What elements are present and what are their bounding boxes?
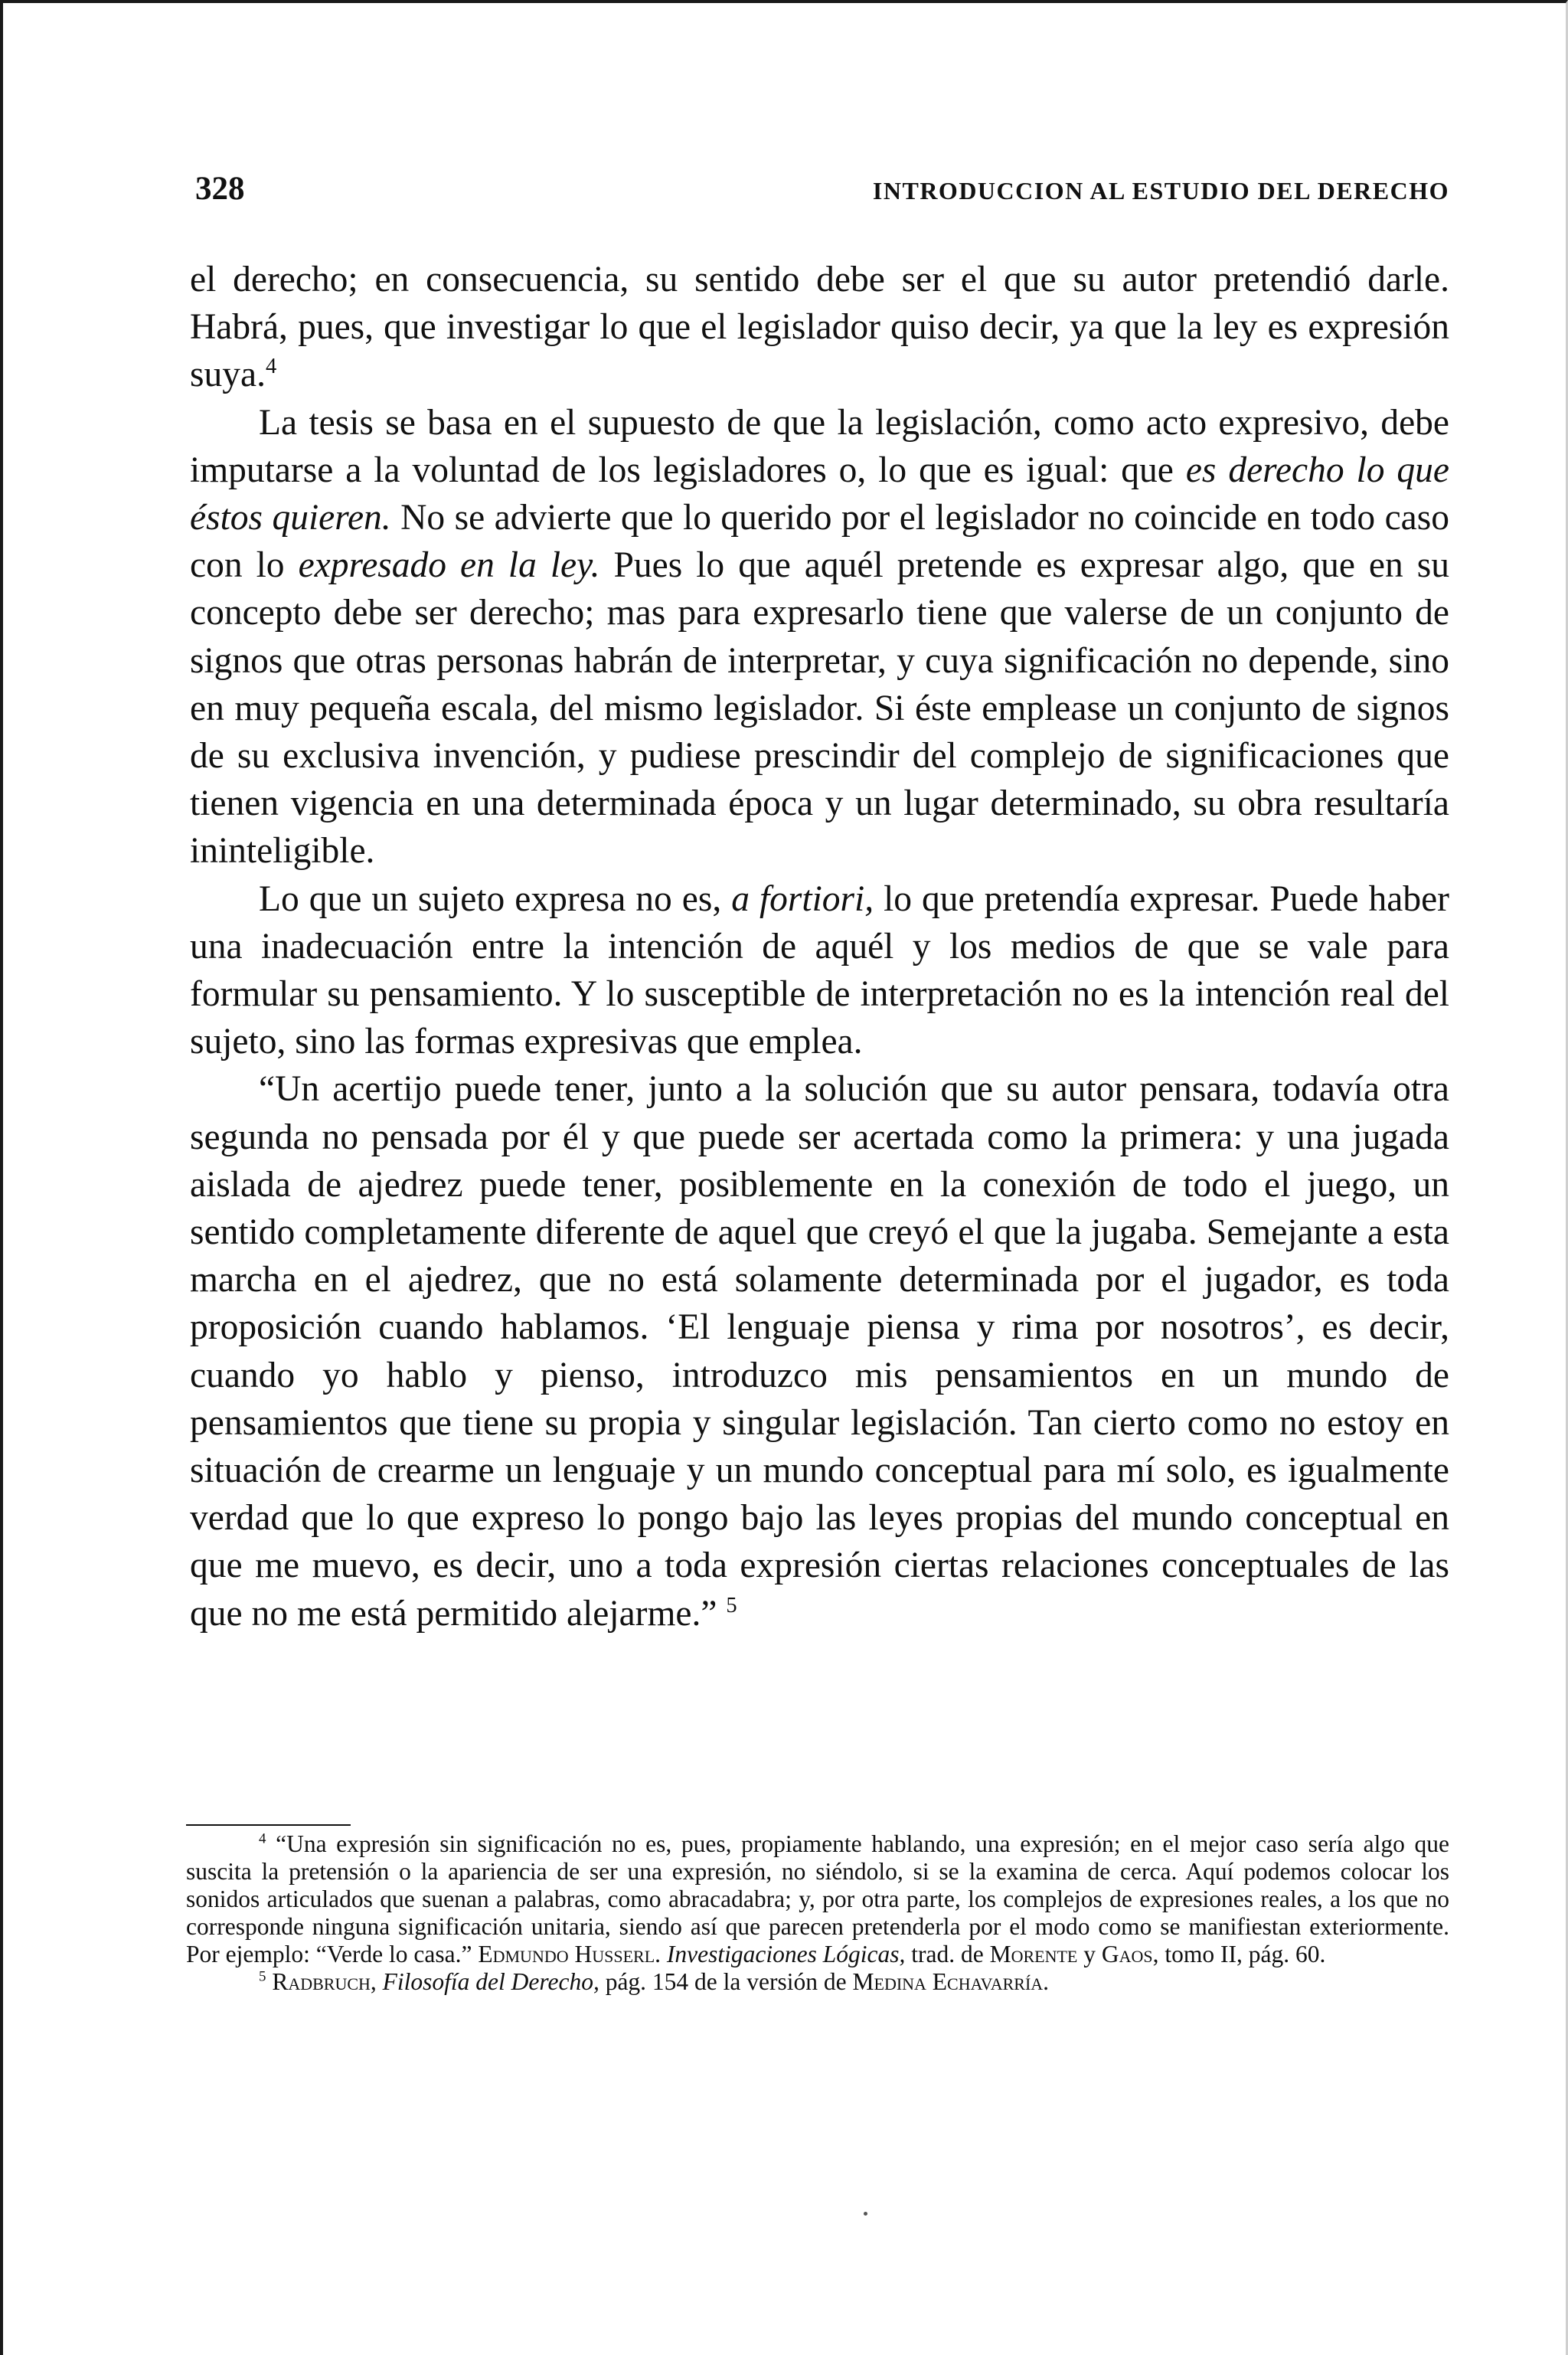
footnote-4-text-c: y <box>1077 1941 1102 1967</box>
footnote-4-text-b: trad. de <box>905 1941 990 1967</box>
paragraph-1-text: el derecho; en consecuencia, su sentido debe ser el que su autor pretendió darle. Habrá, pues, que investigar lo que el legislador quiso decir, ya que la ley es expresión suya. <box>190 260 1449 395</box>
scan-speck <box>864 2212 867 2216</box>
footnote-4-title: Investigaciones Lógicas, <box>666 1941 906 1967</box>
running-head: INTRODUCCION AL ESTUDIO DEL DERECHO <box>872 177 1449 204</box>
footnote-5-text-b: pág. 154 de la versión de <box>599 1968 853 1995</box>
page-header <box>195 170 1449 210</box>
body-text <box>190 256 1449 1637</box>
paragraph-3-text-a: Lo que un sujeto expresa no es, <box>259 878 732 919</box>
paragraph-2-text-b: No se advierte que lo querido por el legislador no coincide en todo caso con lo <box>190 498 1449 586</box>
footnotes <box>186 1830 1449 1996</box>
footnote-5-mark: 5 <box>259 1968 266 1985</box>
paragraph-3-text-b: lo que pretendía expresar. Puede haber una inadecuación entre la intención de aquél y los medios de que se vale para formular su pensamiento. Y lo susceptible de interpretación no es la intención real del sujeto, sino las formas expresivas que emplea. <box>190 878 1449 1062</box>
footnote-divider <box>186 1824 351 1826</box>
paragraph-3-emphasis: a fortiori, <box>731 878 874 919</box>
paragraph-4-text: “Un acertijo puede tener, junto a la solución que su autor pensara, todavía otra segunda no pensada por él y que puede ser acertada como la primera: y una jugada aislada de ajedrez puede tener, posiblemente en la conexión de todo el juego, un sentido completamente diferente de aquel que creyó el que la jugaba. Semejante a esta marcha en el ajedrez, que no está solamente determinada por el jugador, es toda proposición cuando hablamos. ‘El lenguaje piensa y rima por nosotros’, es decir, cuando yo hablo y pienso, introduzco mis pensamientos en un mundo de pensamientos que tiene su propia y singular legislación. Tan cierto como no estoy en situación de crearme un lenguaje y un mundo conceptual para mí solo, es igualmente verdad que lo que expreso lo pongo bajo las leyes propias del mundo conceptual en que me muevo, es decir, uno a toda expresión ciertas relaciones conceptuales de las que no me está permitido alejarme.” <box>190 1069 1449 1634</box>
paragraph-4-quote <box>190 1065 1449 1637</box>
footnote-ref-5: 5 <box>726 1593 737 1617</box>
footnote-4-translator-2: Gaos, <box>1101 1941 1159 1967</box>
paragraph-2-text-c: Pues lo que aquél pretende es expresar algo, que en su concepto debe ser derecho; mas para expresarlo tiene que valerse de un conjunto de signos que otras personas habrán de interpretar, y cuya significación no depende, sino en muy pequeña escala, del mismo legislador. Si éste emplease un conjunto de signos de su exclusiva invención, y pudiese prescindir del complejo de significaciones que tienen vigencia en una determinada época y un lugar determinado, su obra resultaría ininteligible. <box>190 545 1450 872</box>
footnote-ref-4: 4 <box>265 355 277 379</box>
page-number: 328 <box>195 171 245 207</box>
footnote-5-translator: Medina Echavarría. <box>852 1968 1050 1995</box>
paragraph-3 <box>190 875 1449 1066</box>
footnote-4-text-d: tomo II, pág. 60. <box>1158 1941 1326 1967</box>
footnote-5 <box>186 1968 1449 1996</box>
paragraph-1 <box>190 256 1449 399</box>
paragraph-2 <box>190 399 1449 875</box>
footnote-4 <box>186 1830 1449 1968</box>
footnote-5-author: Radbruch, <box>272 1968 377 1995</box>
footnote-4-translator-1: Morente <box>989 1941 1078 1967</box>
footnote-4-mark: 4 <box>259 1830 266 1847</box>
footnote-5-title: Filosofía del Derecho, <box>382 1968 599 1995</box>
paragraph-2-text-a: La tesis se basa en el supuesto de que la legislación, como acto expresivo, debe imputarse a la voluntad de los legisladores o, lo que es igual: que <box>190 402 1449 490</box>
footnote-4-text: “Una expresión sin significación no es, pues, propiamente hablando, una expresión; en el mejor caso sería algo que suscita la pretensión o la apariencia de ser una expresión, no siéndolo, si se la examina de cerca. Aquí podemos colocar los sonidos articulados que suenan a palabras, como abracadabra; y, por otra parte, los complejos de expresiones reales, a los que no corresponde ninguna significación unitaria, siendo así que parecen pretenderla por el modo como se manifiestan exteriormente. Por ejemplo: “Verde lo casa.” <box>186 1830 1450 1967</box>
footnote-4-author: Edmundo Husserl. <box>478 1941 662 1967</box>
paragraph-2-emphasis-2: expresado en la ley. <box>298 545 600 586</box>
paragraph-2-emphasis-1: es derecho lo que éstos quieren. <box>190 450 1449 538</box>
